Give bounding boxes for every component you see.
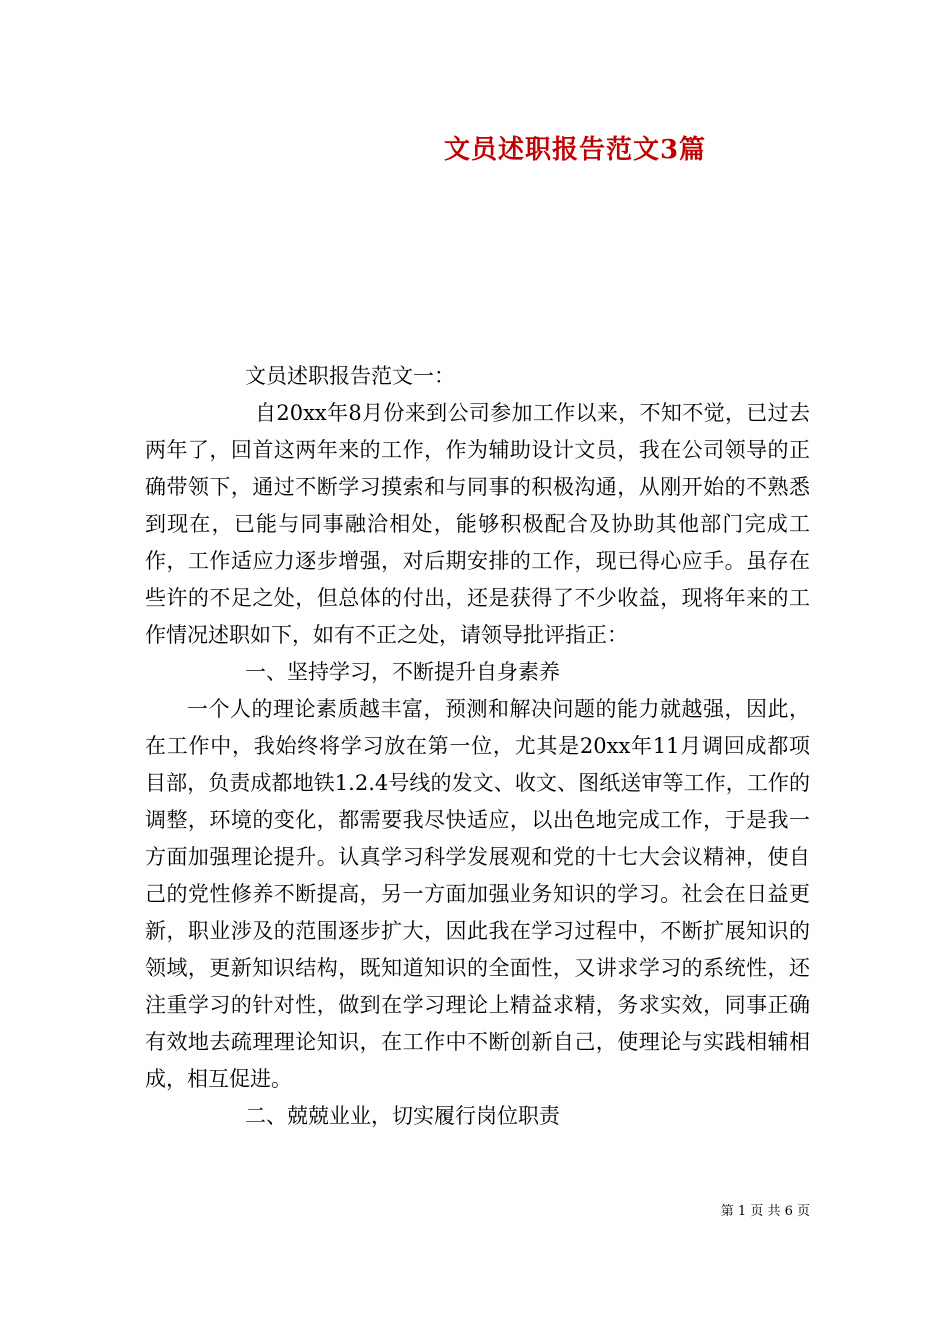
section-intro: 文员述职报告范文一： — [245, 364, 455, 388]
paragraph-intro: 自20xx年8月份来到公司参加工作以来，不知不觉，已过去两年了，回首这两年来的工作，作为辅助设计文员，我在公司领导的正确带领下，通过不断学习摸索和与同事的积极沟通，从刚开始的不熟悉到现在，已能与同事融洽相处，能够积极配合及协助其他部门完成工作，工作适应力逐步增强，对后期安排的工作，现已得心应手。虽存在些许的不足之处，但总体的付出，还是获得了不少收益，现将年来的工作情况述职如下，如有不正之处，请领导批评指正： — [145, 401, 810, 647]
heading-study: 一、坚持学习，不断提升自身素养 — [245, 660, 560, 684]
page-number-footer: 第 1 页 共 6 页 — [720, 1204, 810, 1219]
document-body — [145, 358, 810, 1135]
document-title: 文员述职报告范文3篇 — [443, 135, 707, 165]
paragraph-study: 一个人的理论素质越丰富，预测和解决问题的能力就越强，因此，在工作中，我始终将学习放在第一位，尤其是20xx年11月调回成都项目部，负责成都地铁1.2.4号线的发文、收文、图纸送审等工作，工作的调整，环境的变化，都需要我尽快适应，以出色地完成工作，于是我一方面加强理论提升。认真学习科学发展观和党的十七大会议精神，使自己的党性修养不断提高，另一方面加强业务知识的学习。社会在日益更新，职业涉及的范围逐步扩大，因此我在学习过程中，不断扩展知识的领域，更新知识结构，既知道知识的全面性，又讲求学习的系统性，还注重学习的针对性，做到在学习理论上精益求精，务求实效，同事正确有效地去疏理理论知识，在工作中不断创新自己，使理论与实践相辅相成，相互促进。 — [145, 697, 810, 1091]
heading-duty: 二、兢兢业业，切实履行岗位职责 — [245, 1104, 560, 1128]
